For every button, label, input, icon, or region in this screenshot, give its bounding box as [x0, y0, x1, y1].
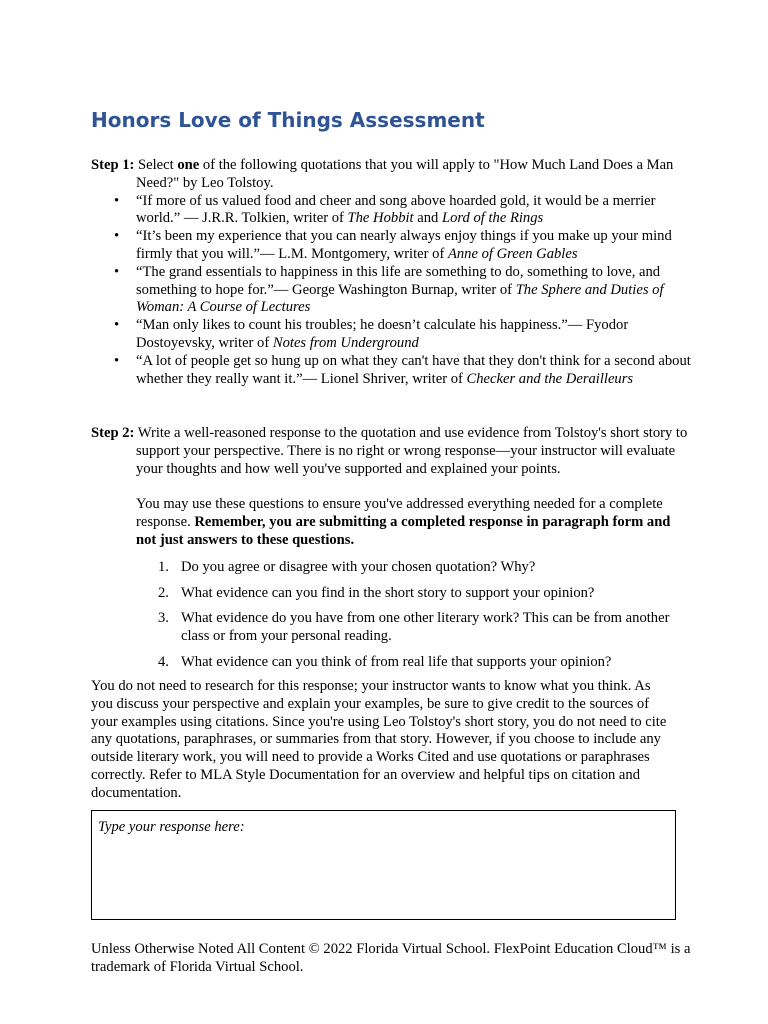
bullet-icon: • [114, 352, 120, 369]
question-number: 4. [158, 653, 169, 670]
bullet-icon: • [114, 317, 120, 334]
question-number: 1. [158, 558, 169, 575]
question-text: What evidence do you have from one other literary work? This can be from another class or from your personal reading. [181, 610, 670, 645]
bullet-icon: • [114, 263, 120, 280]
quote-work: Checker and the Derailleurs [466, 370, 634, 387]
question-text: What evidence can you find in the short story to support your opinion? [181, 584, 595, 601]
copyright-footer: Unless Otherwise Noted All Content © 2022 Florida Virtual School. FlexPoint Education Cloud™ is a trademark of Florida Virtual School. [91, 941, 691, 975]
quote-text: “It’s been my experience that you can nearly always enjoy things if you make up your mind firmly that you will.”— L.M. Montgomery, writer of [136, 228, 672, 262]
question-text: What evidence can you think of from real life that supports your opinion? [181, 653, 612, 670]
question-text: Do you agree or disagree with your chosen quotation? Why? [181, 558, 536, 575]
questions-intro [91, 496, 691, 549]
quote-work: Anne of Green Gables [447, 245, 578, 262]
step-1-text-b: of the following quotations that you will apply to "How Much Land Does a Man Need?" by Leo Tolstoy. [136, 157, 674, 191]
step-1-bold: one [177, 157, 200, 173]
quotation-item [114, 263, 691, 317]
questions-intro-text: You may use these questions to ensure you've addressed everything needed for a complete response. [136, 496, 663, 531]
response-placeholder: Type your response here: [98, 819, 245, 835]
quote-text: “If more of us valued food and cheer and song above hoarded gold, it would be a merrier world.” — J.R.R. Tolkien, writer of [136, 192, 656, 227]
quote-work: The Hobbit [347, 210, 414, 227]
question-item [158, 558, 691, 577]
quote-text: “Man only likes to count his troubles; he doesn’t calculate his happiness.”— Fyodor Dostoyevsky, writer of [136, 317, 629, 351]
page-title: Honors Love of Things Assessment [91, 108, 485, 132]
quote-text: “A lot of people get so hung up on what they can't have that they don't think for a second about whether they really want it.”— Lionel Shriver, writer of [136, 352, 691, 387]
step-1-text-a: Select [134, 157, 178, 173]
step-1-label: Step 1: [91, 157, 135, 173]
quote-work: Notes from Underground [272, 334, 419, 351]
step-2-instruction [91, 425, 691, 478]
bullet-icon: • [114, 228, 120, 245]
quote-conjunction: and [413, 210, 442, 227]
question-item [158, 610, 691, 646]
quotation-item [114, 192, 691, 229]
instruction-note [91, 678, 676, 803]
step-2-text: Write a well-reasoned response to the quotation and use evidence from Tolstoy's short story to support your perspective. There is no right or wrong response—your instructor will evaluate your thoughts and how well you've supported and explained your points. [134, 425, 688, 477]
question-item [158, 584, 691, 603]
bullet-icon: • [114, 192, 120, 209]
quote-text: “The grand essentials to happiness in this life are something to do, something to love, and something to hope for.”— George Washington Burnap, writer of [136, 263, 661, 298]
question-item [158, 653, 691, 672]
response-input[interactable] [91, 810, 676, 920]
quote-work: The Sphere and Duties of Woman: A Course of Lectures [136, 281, 664, 316]
quotation-list [91, 193, 691, 389]
quote-work: Lord of the Rings [441, 210, 544, 227]
question-number: 2. [158, 584, 169, 601]
questions-intro-bold: Remember, you are submitting a completed response in paragraph form and not just answers to these questions. [136, 514, 671, 548]
step-2-section [91, 425, 691, 680]
step-2-label: Step 2: [91, 425, 135, 441]
question-number: 3. [158, 610, 169, 627]
quotation-item [114, 317, 691, 353]
quotation-item [114, 352, 691, 389]
step-1-section [91, 157, 691, 388]
quotation-item [114, 228, 691, 264]
question-list [91, 559, 691, 672]
step-1-instruction [91, 157, 691, 193]
note-text: You do not need to research for this response; your instructor wants to know what you think. As you discuss your perspective and explain your examples, be sure to give credit to the sources of your examples using citations. Since you're using Leo Tolstoy's short story, you do not need to cite any quotations, paraphrases, or summaries from that story. However, if you choose to include any outside literary work, you will need to provide a Works Cited and use quotations or paraphrases correctly. Refer to MLA Style Documentation for an overview and helpful tips on citation and documentation. [91, 678, 667, 801]
